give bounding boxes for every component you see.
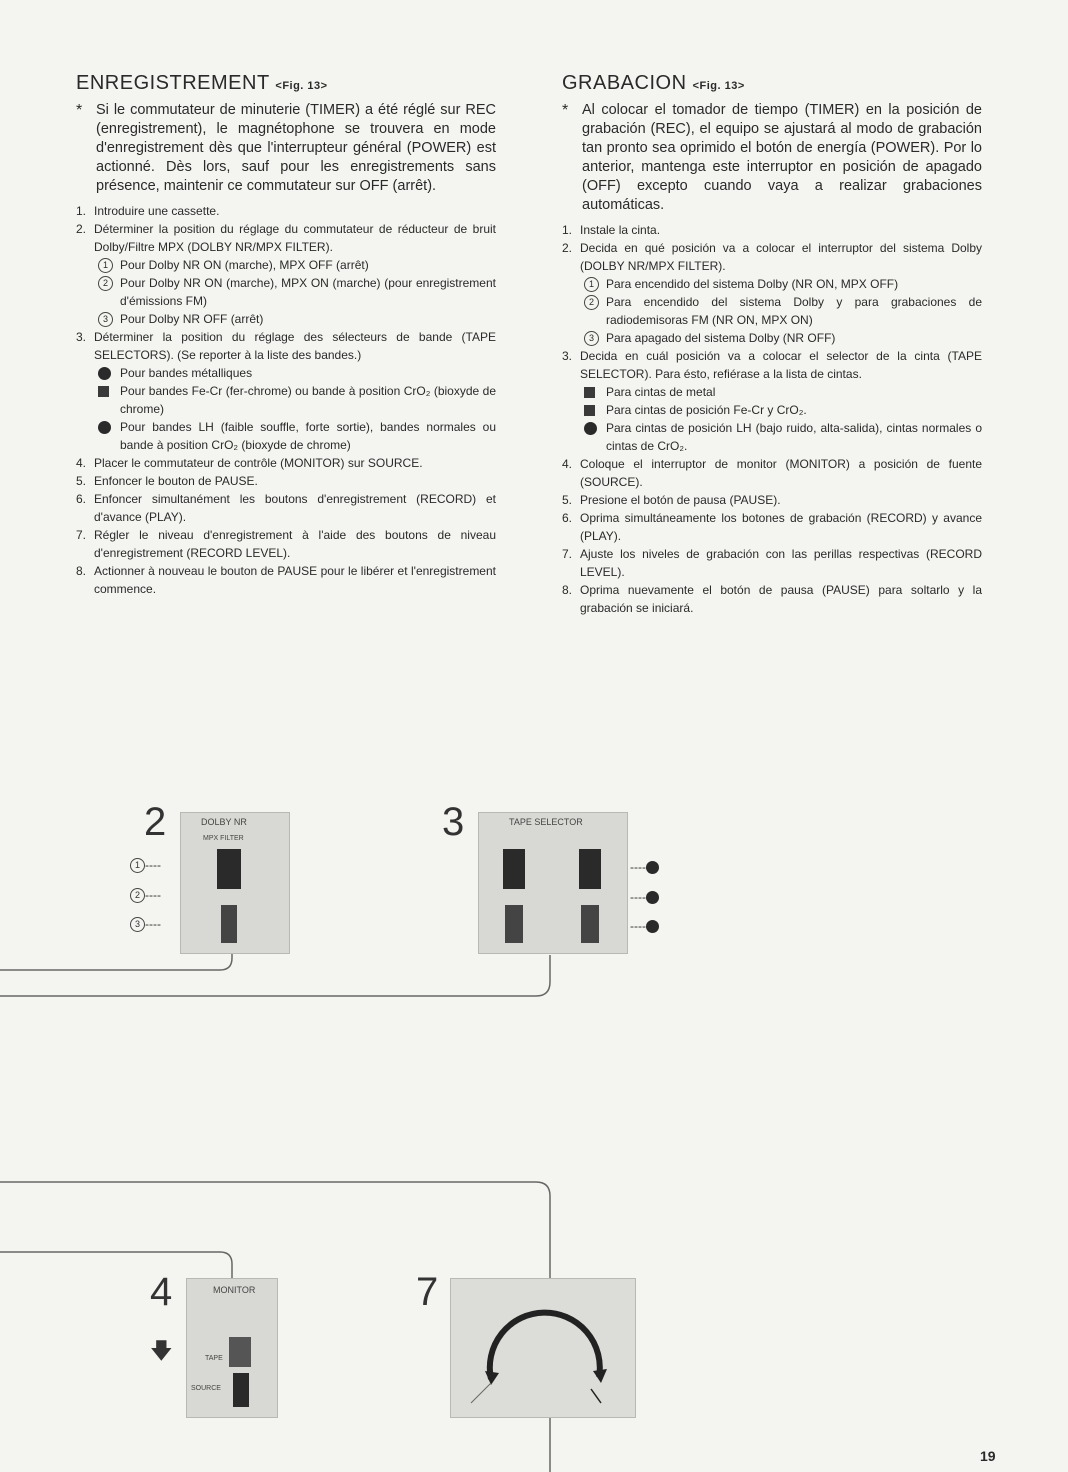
record-level-knob-icon[interactable] [451, 1279, 635, 1417]
fr-dolby-3: 3 Pour Dolby NR OFF (arrêt) [76, 310, 496, 328]
es-title: GRABACION <Fig. 13> [562, 72, 745, 94]
fr-dolby-2: 2 Pour Dolby NR ON (marche), MPX ON (marche) (pour enregistrement d'émissions FM) [76, 274, 496, 310]
mpx-label: MPX FILTER [203, 835, 244, 842]
fig-7-number: 7 [416, 1270, 439, 1314]
es-tape-3: Para cintas de posición LH (bajo ruido, alta-salida), cintas normales o cintas de CrO₂. [562, 419, 982, 455]
fig3-callout-2: ---- [630, 890, 659, 904]
es-step-3: 3. Decida en cuál posición va a colocar el selector de la cinta (TAPE SELECTOR). Para ésto, refiérase a la lista de cintas. [562, 349, 982, 381]
es-step-4: 4. Coloque el interruptor de monitor (MONITOR) a posición de fuente (SOURCE). [562, 457, 982, 489]
fr-title: ENREGISTREMENT <Fig. 13> [76, 72, 328, 94]
fr-step-8: 8. Actionner à nouveau le bouton de PAUSE pour le libérer et l'enregistrement commence. [76, 564, 496, 596]
tape-selector-right-lower [581, 905, 599, 943]
es-step-8: 8. Oprima nuevamente el botón de pausa (PAUSE) para soltarlo y la grabación se iniciará. [562, 583, 982, 615]
fig-3-number: 3 [442, 800, 465, 844]
es-tape-2: Para cintas de posición Fe-Cr y CrO₂. [562, 401, 982, 419]
fig-2-number: 2 [144, 800, 167, 844]
fr-tape-3: Pour bandes LH (faible souffle, forte sortie), bandes normales ou bande à position CrO₂ (bioxyde de chrome) [76, 418, 496, 454]
fig-4-number: 4 [150, 1270, 173, 1314]
fr-step-4: 4. Placer le commutateur de contrôle (MONITOR) sur SOURCE. [76, 456, 423, 470]
fig2-callout-1: 1 ---- [130, 858, 161, 873]
fr-tape-1: Pour bandes métalliques [76, 364, 496, 382]
fig2-callout-3: 3 ---- [130, 917, 161, 932]
fig3-callout-1: ---- [630, 860, 659, 874]
fr-tape-2: Pour bandes Fe-Cr (fer-chrome) ou bande à position CrO₂ (bioxyde de chrome) [76, 382, 496, 418]
page-number: 19 [980, 1448, 996, 1464]
monitor-slider-knob[interactable] [233, 1373, 249, 1407]
fr-dolby-1: 1 Pour Dolby NR ON (marche), MPX OFF (arrêt) [76, 256, 496, 274]
es-dolby-2: 2 Para encendido del sistema Dolby y para grabaciones de radiodemisoras FM (NR ON, MPX ON) [562, 293, 982, 329]
monitor-tape-label: TAPE [205, 1355, 223, 1362]
tape-selector-left-lower [505, 905, 523, 943]
record-level-panel [450, 1278, 636, 1418]
fr-step-2: 2. Déterminer la position du réglage du commutateur de réducteur de bruit Dolby/Filtre MPX (DOLBY NR/MPX FILTER). [76, 222, 496, 254]
es-step-5: 5. Presione el botón de pausa (PAUSE). [562, 493, 781, 507]
fr-step-3: 3. Déterminer la position du réglage des sélecteurs de bande (TAPE SELECTORS). (Se reporter à la liste des bandes.) [76, 330, 496, 362]
es-step-1: 1. Instale la cinta. [562, 223, 661, 237]
es-dolby-3: 3 Para apagado del sistema Dolby (NR OFF) [562, 329, 982, 347]
es-dolby-1: 1 Para encendido del sistema Dolby (NR ON, MPX OFF) [562, 275, 982, 293]
monitor-panel [186, 1278, 278, 1418]
monitor-slider-track [229, 1337, 251, 1367]
es-lead: * Al colocar el tomador de tiempo (TIMER) en la posición de grabación (REC), el equipo se ajustará al modo de grabación tan pronto sea oprimido el botón de energía (POWER). Por lo anterior, mantenga este interruptor en posición de apagado (OFF) excepto cuando vaya a realizar grabaciones automáticas. [562, 102, 982, 213]
fig2-callout-2: 2 ---- [130, 888, 161, 903]
dolby-panel [180, 812, 290, 954]
es-tape-1: Para cintas de metal [562, 383, 982, 401]
down-arrow-icon: 🡇 [150, 1338, 173, 1363]
tape-selector-label: TAPE SELECTOR [509, 817, 583, 827]
fr-step-5: 5. Enfoncer le bouton de PAUSE. [76, 474, 258, 488]
es-step-2: 2. Decida en qué posición va a colocar el interruptor del sistema Dolby (DOLBY NR/MPX FILTER). [562, 241, 982, 273]
es-step-7: 7. Ajuste los niveles de grabación con las perillas respectivas (RECORD LEVEL). [562, 547, 982, 579]
mpx-slider-knob[interactable] [221, 905, 237, 943]
dolby-slider-knob[interactable] [217, 849, 241, 889]
monitor-label: MONITOR [213, 1285, 256, 1295]
fr-step-6: 6. Enfoncer simultanément les boutons d'enregistrement (RECORD) et d'avance (PLAY). [76, 492, 496, 524]
fr-step-1: 1. Introduire une cassette. [76, 204, 220, 218]
monitor-source-label: SOURCE [191, 1385, 221, 1392]
tape-selector-right-knob[interactable] [579, 849, 601, 889]
tape-selector-left-knob[interactable] [503, 849, 525, 889]
fr-lead: * Si le commutateur de minuterie (TIMER) a été réglé sur REC (enregistrement), le magnétophone se trouvera en mode d'enregistrement dès que l'interrupteur général (POWER) est actionné. Dès lors, sauf pour les enregistrements sans présence, maintenir ce commutateur sur OFF (arrêt). [76, 102, 496, 194]
fig3-callout-3: ---- [630, 919, 659, 933]
fr-step-7: 7. Régler le niveau d'enregistrement à l'aide des boutons de niveau d'enregistrement (RECORD LEVEL). [76, 528, 496, 560]
es-step-6: 6. Oprima simultáneamente los botones de grabación (RECORD) y avance (PLAY). [562, 511, 982, 543]
dolby-label: DOLBY NR [201, 817, 247, 827]
tape-selector-panel [478, 812, 628, 954]
